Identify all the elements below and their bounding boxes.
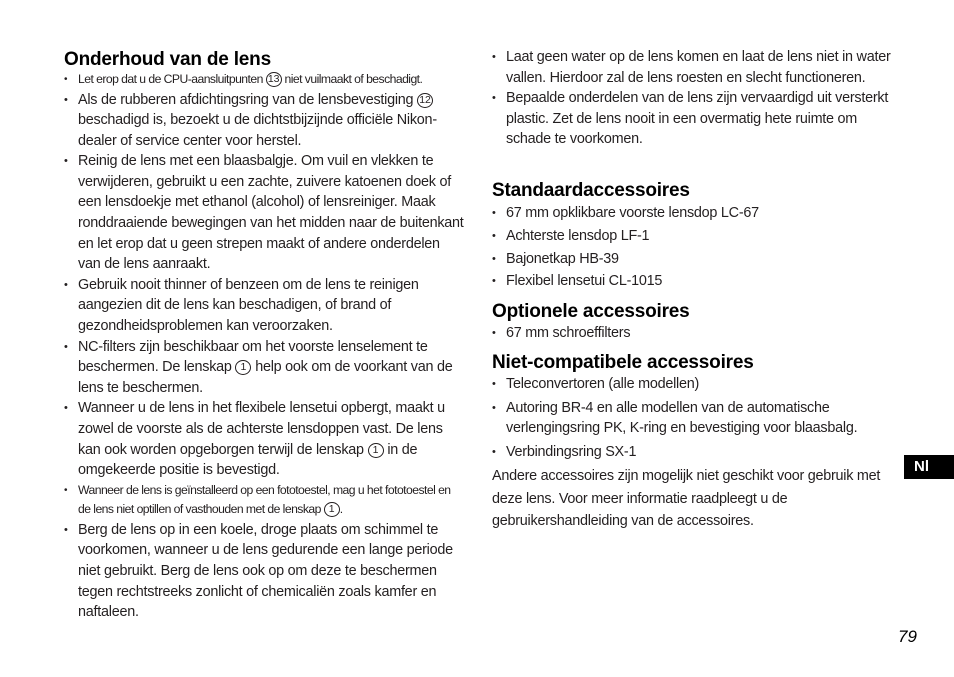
list-item: • Bajonetkap HB-39 [492,248,892,271]
standard-accessories-list [492,202,892,293]
section-heading-optional-accessories: Optionele accessoires [492,301,690,322]
optional-accessories-list [492,323,892,344]
list-item: • Flexibel lensetui CL-1015 [492,270,892,293]
list-item: • Wanneer u de lens in het flexibele lensetui opbergt, maakt u zowel de voorste als de achterste lensdoppen vast. De lens kan ook worden opgeborgen terwijl de lenskap 1 in de omgekeerde positie is bevestigd. [64,398,464,480]
list-item: • Reinig de lens met een blaasbalgje. Om vuil en vlekken te verwijderen, gebruikt u een zachte, zuivere katoenen doek of een lensdoekje met ethanol (alcohol) of lensreiniger. Maak ronddraaiende bewegingen van het midden naar de buitenkant en let erop dat u geen strepen maakt of andere onderdelen van de lens aanraakt. [64,151,464,275]
list-item: • Berg de lens op in een koele, droge plaats om schimmel te voorkomen, wanneer u de lens gedurende een lange periode niet gebruikt. Berg de lens ook op om deze te beschermen tegen rechtstreeks zonlicht of chemicaliën zoals kamfer en naftaleen. [64,520,464,623]
reference-number: 1 [324,502,340,517]
lens-care-list-continued [492,47,892,150]
list-item: • 67 mm schroeffilters [492,323,892,344]
reference-number: 1 [235,360,251,375]
list-item: • NC-filters zijn beschikbaar om het voorste lenselement te beschermen. De lenskap 1 help ook om de voorkant van de lens te beschermen. [64,337,464,399]
page-number: 79 [898,627,917,646]
incompatible-accessories-list [492,374,892,462]
list-item: • Gebruik nooit thinner of benzeen om de lens te reinigen aangezien dit de lens kan beschadigen, of brand of gezondheidsproblemen kan veroorzaken. [64,275,464,337]
list-item: • 67 mm opklikbare voorste lensdop LC-67 [492,202,892,225]
list-item: • Autoring BR-4 en alle modellen van de automatische verlengingsring PK, K-ring en bevestiging voor blaasbalg. [492,398,892,439]
list-item: • Teleconvertoren (alle modellen) [492,374,892,395]
accessories-note: Andere accessoires zijn mogelijk niet geschikt voor gebruik met deze lens. Voor meer informatie raadpleegt u de gebruikershandleiding van de accessoires. [492,468,881,529]
list-item: • Let erop dat u de CPU-aansluitpunten 13 niet vuilmaakt of beschadigt. [64,70,464,90]
list-item: • Verbindingsring SX-1 [492,442,892,463]
list-item: • Wanneer de lens is geïnstalleerd op een fototoestel, mag u het fototoestel en de lens niet optillen of vasthouden met de lenskap 1 . [64,481,464,520]
list-item: • Bepaalde onderdelen van de lens zijn vervaardigd uit versterkt plastic. Zet de lens nooit in een overmatig hete ruimte om schade te voorkomen. [492,88,892,150]
section-heading-incompatible-accessories: Niet-compatibele accessoires [492,352,754,373]
reference-number: 12 [417,93,433,108]
list-item: • Als de rubberen afdichtingsring van de lensbevestiging 12 beschadigd is, bezoekt u de dichtstbijzijnde officiële Nikon-dealer of service center voor herstel. [64,90,464,152]
list-item: • Laat geen water op de lens komen en laat de lens niet in water vallen. Hierdoor zal de lens roesten en slecht functioneren. [492,47,892,88]
section-heading-lens-care: Onderhoud van de lens [64,49,271,70]
reference-number: 13 [266,72,282,87]
lens-care-list [64,70,464,623]
language-tab: Nl [904,455,954,479]
list-item: • Achterste lensdop LF-1 [492,225,892,248]
reference-number: 1 [368,443,384,458]
section-heading-standard-accessories: Standaardaccessoires [492,180,690,201]
